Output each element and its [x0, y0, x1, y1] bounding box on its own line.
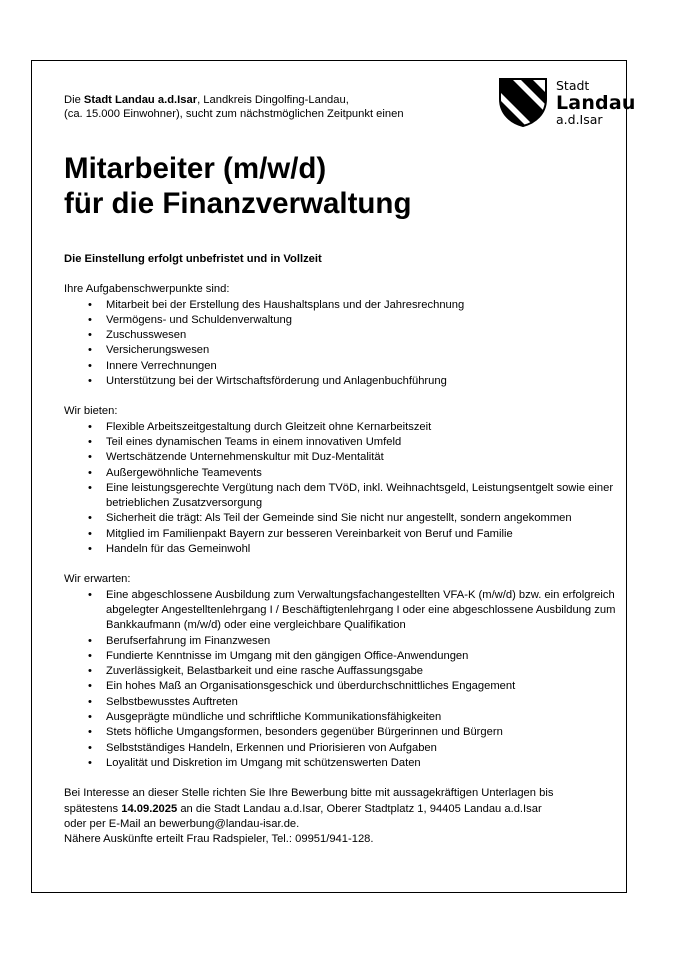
- city-name: Stadt Landau a.d.Isar: [83, 94, 198, 106]
- list-item: • Teil eines dynamischen Teams in einem innovativen Umfeld: [106, 435, 622, 450]
- list-item: • Stets höfliche Umgangsformen, besonders gegenüber Bürgerinnen und Bürgern: [106, 725, 622, 740]
- coat-of-arms-icon: [498, 77, 548, 127]
- list-item: • Vermögens- und Schuldenverwaltung: [106, 313, 622, 328]
- list-item: • Mitarbeit bei der Erstellung des Haushaltsplans und der Jahresrechnung: [106, 298, 622, 313]
- list-item: • Loyalität und Diskretion im Umgang mit schützenswerten Daten: [106, 756, 622, 771]
- ad-body: [64, 252, 622, 847]
- list-item: • Berufserfahrung im Finanzwesen: [106, 634, 622, 649]
- application-deadline: 14.09.2025: [121, 802, 178, 815]
- application-info: Bei Interesse an dieser Stelle richten Sie Ihre Bewerbung bitte mit aussagekräftigen Unterlagen bis spätestens 14.09.2025 an die Stadt Landau a.d.Isar, Oberer Stadtplatz 1, 94405 Landau a.d.Isar oder per E-Mail an bewerbung@landau-isar.de. Nähere Auskünfte erteilt Frau Radspieler, Tel.: 09951/941-128.: [64, 786, 622, 847]
- list-item: • Fundierte Kenntnisse im Umgang mit den gängigen Office-Anwendungen: [106, 649, 622, 664]
- list-item: • Ausgeprägte mündliche und schriftliche Kommunikationsfähigkeiten: [106, 710, 622, 725]
- city-logo: [498, 77, 638, 129]
- expectations-list: [64, 588, 622, 772]
- logo-wordmark: Stadt Landau a.d.Isar: [556, 78, 636, 127]
- application-email: oder per E-Mail an bewerbung@landau-isar.de.: [64, 817, 300, 830]
- intro-text: [64, 93, 484, 121]
- list-item: • Zuschusswesen: [106, 328, 622, 343]
- expectations-heading: Wir erwarten:: [64, 573, 131, 586]
- list-item: • Unterstützung bei der Wirtschaftsförderung und Anlagenbuchführung: [106, 374, 622, 389]
- list-item: • Selbstbewusstes Auftreten: [106, 695, 622, 710]
- intro-line-1: Die Stadt Landau a.d.Isar, Landkreis Dingolfing-Landau,: [64, 94, 349, 106]
- tasks-list: [64, 298, 622, 390]
- offers-list: [64, 420, 622, 558]
- list-item: • Ein hohes Maß an Organisationsgeschick und überdurchschnittliches Engagement: [106, 679, 622, 694]
- contact-info: Nähere Auskünfte erteilt Frau Radspieler, Tel.: 09951/941-128.: [64, 833, 374, 846]
- list-item: • Flexible Arbeitszeitgestaltung durch Gleitzeit ohne Kernarbeitszeit: [106, 420, 622, 435]
- list-item: • Innere Verrechnungen: [106, 359, 622, 374]
- list-item: • Eine leistungsgerechte Vergütung nach dem TVöD, inkl. Weihnachtsgeld, Leistungsentgelt sowie einer betrieblichen Zusatzversorgung: [106, 481, 622, 512]
- offers-heading: Wir bieten:: [64, 405, 118, 418]
- list-item: • Selbstständiges Handeln, Erkennen und Priorisieren von Aufgaben: [106, 741, 622, 756]
- job-ad-frame: [31, 60, 636, 893]
- list-item: • Versicherungswesen: [106, 343, 622, 358]
- list-item: • Sicherheit die trägt: Als Teil der Gemeinde sind Sie nicht nur angestellt, sondern angekommen: [106, 511, 622, 526]
- list-item: • Eine abgeschlossene Ausbildung zum Verwaltungsfachangestellten VFA-K (m/w/d) bzw. ein erfolgreich abgelegter Angestelltenlehrgang I / Beschäftigtenlehrgang I oder eine abgeschlossene Ausbildung zum Bankkaufmann (m/w/d) oder eine vergleichbare Qualifikation: [106, 588, 622, 634]
- list-item: • Mitglied im Familienpakt Bayern zur besseren Vereinbarkeit von Beruf und Familie: [106, 527, 622, 542]
- intro-line-2: (ca. 15.000 Einwohner), sucht zum nächstmöglichen Zeitpunkt einen: [64, 108, 404, 120]
- list-item: • Wertschätzende Unternehmenskultur mit Duz-Mentalität: [106, 450, 622, 465]
- list-item: • Handeln für das Gemeinwohl: [106, 542, 622, 557]
- list-item: • Außergewöhnliche Teamevents: [106, 466, 622, 481]
- job-title: Mitarbeiter (m/w/d) für die Finanzverwaltung: [64, 152, 412, 220]
- employment-terms: Die Einstellung erfolgt unbefristet und in Vollzeit: [64, 253, 322, 265]
- list-item: • Zuverlässigkeit, Belastbarkeit und eine rasche Auffassungsgabe: [106, 664, 622, 679]
- tasks-heading: Ihre Aufgabenschwerpunkte sind:: [64, 283, 230, 296]
